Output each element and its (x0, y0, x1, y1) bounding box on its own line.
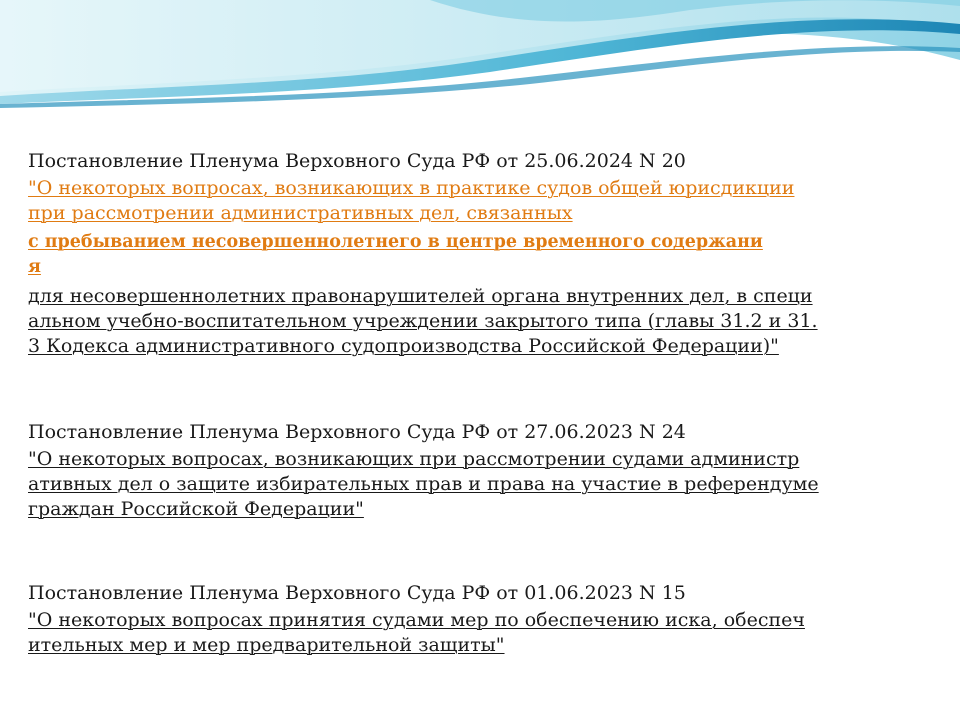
document-list (28, 148, 878, 658)
document-link-line[interactable]: ативных дел о защите избирательных прав и права на участие в референдуме (28, 473, 819, 495)
document-link-line[interactable]: граждан Российской Федерации" (28, 498, 364, 520)
document-link-line[interactable]: "О некоторых вопросах, возникающих при рассмотрении судами администр (28, 448, 800, 470)
document-link-line[interactable]: "О некоторых вопросах, возникающих в практике судов общей юрисдикции (28, 177, 795, 199)
document-title: Постановление Пленума Верховного Суда РФ от 27.06.2023 N 24 (28, 421, 686, 443)
document-entry (28, 419, 878, 522)
document-link-line[interactable]: с пребыванием несовершеннолетнего в центре временного содержани (28, 232, 763, 252)
document-link-line[interactable]: при рассмотрении административных дел, связанных (28, 202, 573, 224)
document-title: Постановление Пленума Верховного Суда РФ от 01.06.2023 N 15 (28, 582, 686, 604)
document-link-line[interactable]: для несовершеннолетних правонарушителей органа внутренних дел, в специ (28, 285, 813, 307)
document-entry (28, 148, 878, 359)
document-link-line[interactable]: альном учебно-воспитательном учреждении закрытого типа (главы 31.2 и 31. (28, 310, 818, 332)
document-entry (28, 580, 878, 658)
document-title: Постановление Пленума Верховного Суда РФ от 25.06.2024 N 20 (28, 150, 686, 172)
document-link-line[interactable]: 3 Кодекса административного судопроизводства Российской Федерации)" (28, 335, 779, 357)
document-link-line[interactable]: ительных мер и мер предварительной защиты" (28, 634, 505, 656)
document-link-line[interactable]: "О некоторых вопросах принятия судами мер по обеспечению иска, обеспеч (28, 609, 805, 631)
document-link-line[interactable]: я (28, 257, 41, 277)
decorative-wave-header (0, 0, 960, 120)
